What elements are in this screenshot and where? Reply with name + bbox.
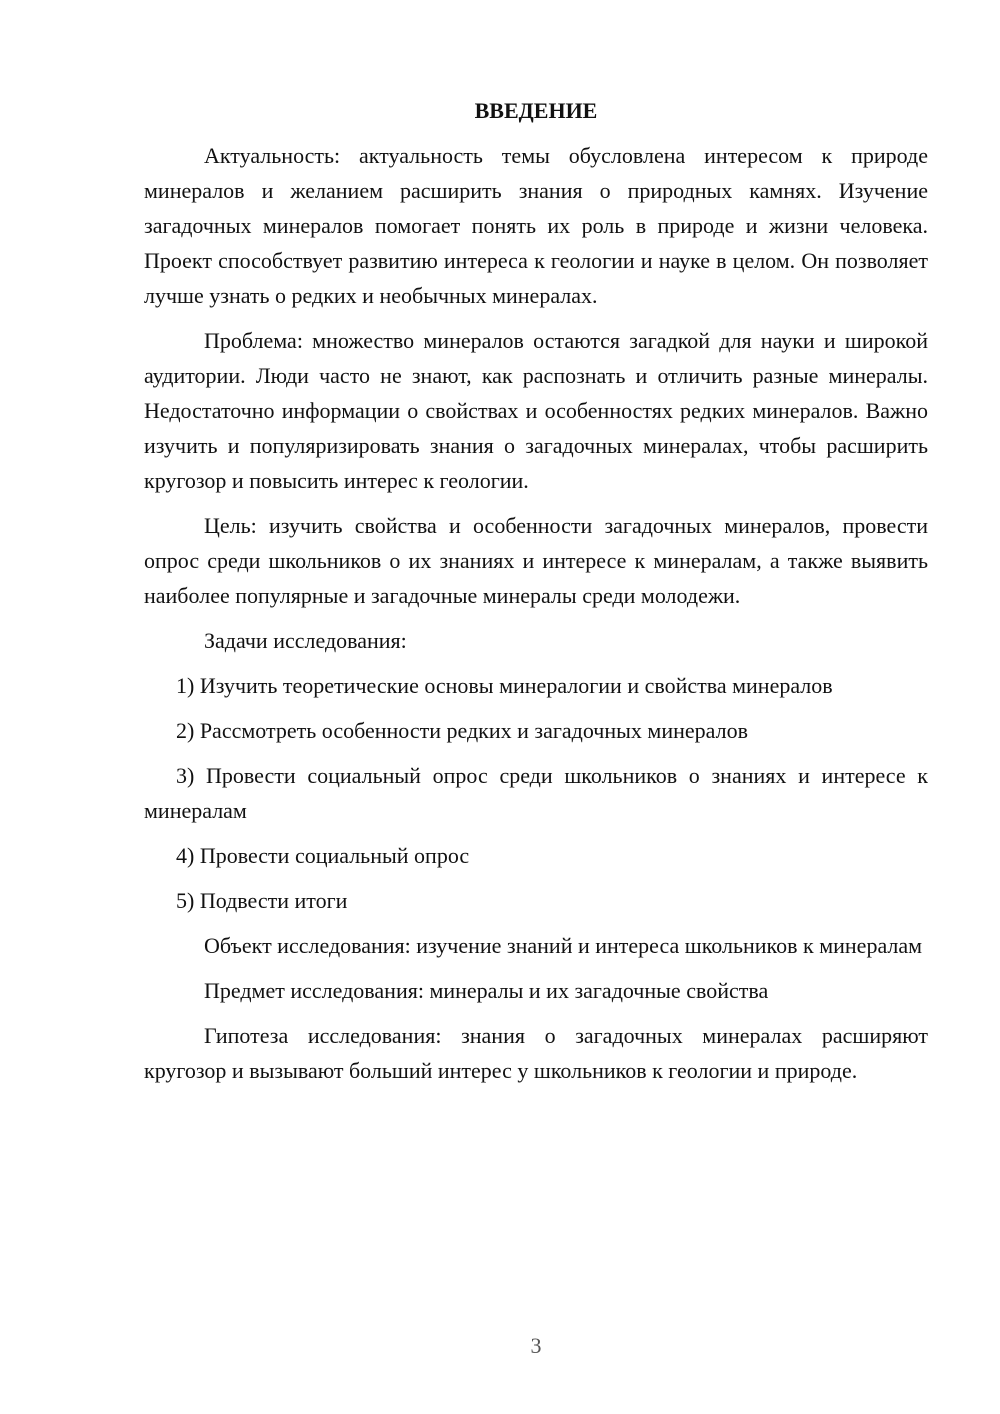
hypothesis-paragraph: Гипотеза исследования: знания о загадочных минералах расширяют кругозор и вызывают больший интерес у школьников к геологии и природе.	[144, 1023, 928, 1083]
task-item-4: 4) Провести социальный опрос	[176, 843, 470, 868]
page-number: 3	[530, 1333, 542, 1358]
task-item-1: 1) Изучить теоретические основы минералогии и свойства минералов	[176, 673, 833, 698]
page-content	[144, 96, 928, 1098]
tasks-heading: Задачи исследования:	[204, 628, 407, 653]
goal-paragraph: Цель: изучить свойства и особенности загадочных минералов, провести опрос среди школьников о их знаниях и интересе к минералам, а также выявить наиболее популярные и загадочные минералы среди молодежи.	[144, 513, 928, 608]
subject-paragraph: Предмет исследования: минералы и их загадочные свойства	[204, 978, 769, 1003]
object-paragraph: Объект исследования: изучение знаний и интереса школьников к минералам	[204, 933, 923, 958]
task-item-3: 3) Провести социальный опрос среди школьников о знаниях и интересе к минералам	[144, 763, 928, 823]
task-item-5: 5) Подвести итоги	[176, 888, 348, 913]
relevance-paragraph: Актуальность: актуальность темы обусловлена интересом к природе минералов и желанием расширить знания о природных камнях. Изучение загадочных минералов помогает понять их роль в природе и жизни человека. Проект способствует развитию интереса к геологии и науке в целом. Он позволяет лучше узнать о редких и необычных минералах.	[144, 143, 928, 308]
task-item-2: 2) Рассмотреть особенности редких и загадочных минералов	[176, 718, 748, 743]
problem-paragraph: Проблема: множество минералов остаются загадкой для науки и широкой аудитории. Люди часто не знают, как распознать и отличить разные минералы. Недостаточно информации о свойствах и особенностях редких минералов. Важно изучить и популяризировать знания о загадочных минералах, чтобы расширить кругозор и повысить интерес к геологии.	[144, 328, 928, 493]
section-title: ВВЕДЕНИЕ	[474, 98, 598, 123]
